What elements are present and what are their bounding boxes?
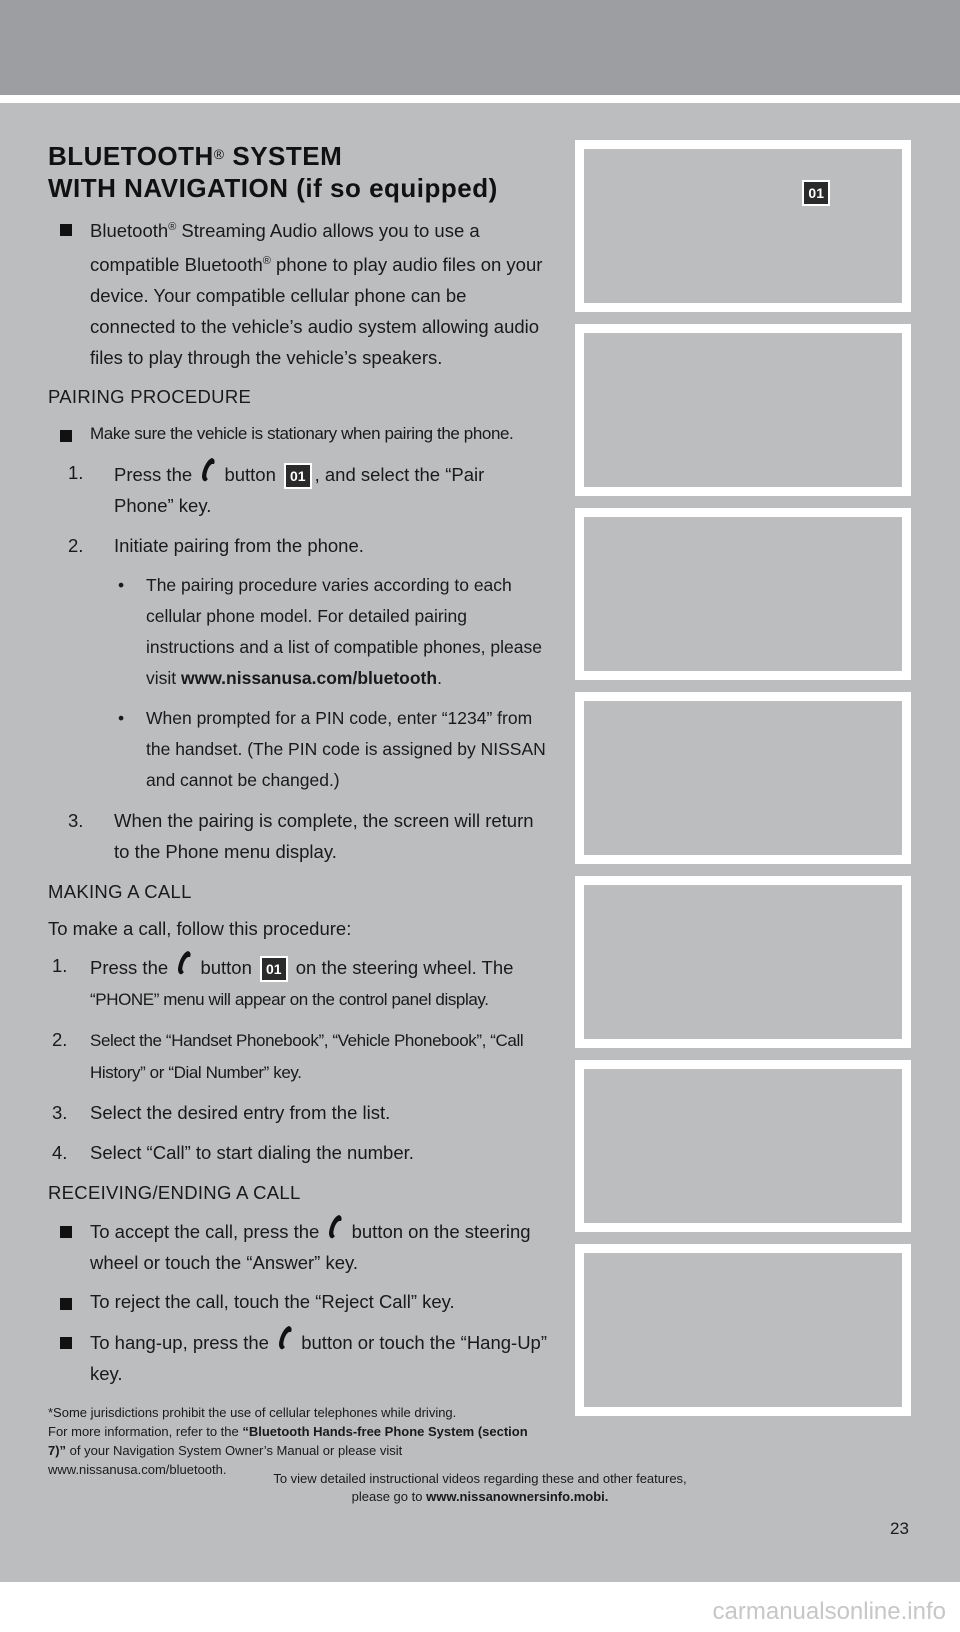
receiving-bullet-2: To reject the call, touch the “Reject Call” key.: [48, 1286, 548, 1317]
making-step-1: 1. Press the button 01 on the steering wheel. The “PHONE” menu will appear on the control panel display.: [48, 950, 548, 1015]
screen-placeholder: [575, 692, 911, 864]
page-number: 23: [890, 1519, 909, 1538]
button-01-badge: 01: [284, 463, 312, 489]
screen-placeholder: [575, 508, 911, 680]
bullet-square-icon: [60, 430, 72, 442]
header-band: [0, 0, 960, 95]
making-call-heading: MAKING A CALL: [48, 881, 192, 903]
phone-handset-icon: [199, 457, 217, 483]
pairing-heading: PAIRING PROCEDURE: [48, 386, 252, 408]
button-01-badge: 01: [260, 956, 288, 982]
watermark: carmanualsonline.info: [712, 1598, 946, 1625]
receiving-heading: RECEIVING/ENDING A CALL: [48, 1182, 301, 1204]
phone-handset-icon: [175, 950, 193, 976]
making-step-4: 4. Select “Call” to start dialing the number.: [52, 1142, 414, 1164]
owners-info-link[interactable]: www.nissanownersinfo.mobi.: [426, 1489, 609, 1504]
footnote: *Some jurisdictions prohibit the use of cellular telephones while driving. For more information, refer to the “Bluetooth Hands-free Phone System (section 7)” of your Navigation System Owner’s Manual or please visit www.nissanusa.com/bluetooth.: [48, 1405, 528, 1478]
screen-placeholder: [575, 140, 911, 312]
receiving-bullet-1: To accept the call, press the button on the steering wheel or touch the “Answer” key.: [48, 1214, 548, 1278]
bluetooth-url-link[interactable]: www.nissanusa.com/bluetooth: [181, 668, 438, 689]
pairing-step-3: 3. When the pairing is complete, the screen will return to the Phone menu display.: [68, 810, 534, 863]
header-divider: [0, 95, 960, 103]
screen-placeholder: [575, 1244, 911, 1416]
phone-handset-icon: [326, 1214, 344, 1240]
page-title: BLUETOOTH® SYSTEM WITH NAVIGATION (if so equipped): [48, 141, 498, 203]
making-step-3: 3. Select the desired entry from the list.: [52, 1102, 391, 1124]
bullet-square-icon: [60, 1337, 72, 1349]
pairing-step-1: 1. Press the button 01 , and select the “Pair Phone” key.: [48, 457, 548, 521]
receiving-bullet-3: To hang-up, press the button or touch the “Hang-Up” key.: [48, 1325, 548, 1389]
phone-handset-icon: [276, 1325, 294, 1351]
screen-placeholder: [575, 324, 911, 496]
pairing-step-2: 2. Initiate pairing from the phone.: [68, 535, 364, 557]
main-column: [48, 140, 548, 1479]
bullet-square-icon: [60, 1226, 72, 1238]
making-step-2: 2. Select the “Handset Phonebook”, “Vehicle Phonebook”, “Call History” or “Dial Number” key.: [52, 1029, 524, 1083]
callout-01-badge: 01: [802, 180, 830, 206]
making-call-intro: To make a call, follow this procedure:: [48, 918, 352, 940]
intro-paragraph: Bluetooth® Streaming Audio allows you to use a compatible Bluetooth® phone to play audio files on your device. Your compatible cellular phone can be connected to the vehicle’s audio system allowing audio files to play through the vehicle’s speakers.: [48, 212, 548, 373]
pairing-sub-1: • The pairing procedure varies according to each cellular phone model. For detailed pairing instructions and a list of compatible phones, please visit www.nissanusa.com/bluetooth.: [118, 575, 542, 689]
bullet-square-icon: [60, 1298, 72, 1310]
bullet-square-icon: [60, 224, 72, 236]
screen-placeholder: [575, 1060, 911, 1232]
pairing-sub-2: • When prompted for a PIN code, enter “1234” from the handset. (The PIN code is assigned by NISSAN and cannot be changed.): [118, 708, 546, 791]
footer-note: To view detailed instructional videos regarding these and other features, please go to www.nissanownersinfo.mobi.: [273, 1471, 687, 1504]
screen-placeholder: [575, 876, 911, 1048]
pairing-note: Make sure the vehicle is stationary when pairing the phone.: [48, 418, 548, 449]
